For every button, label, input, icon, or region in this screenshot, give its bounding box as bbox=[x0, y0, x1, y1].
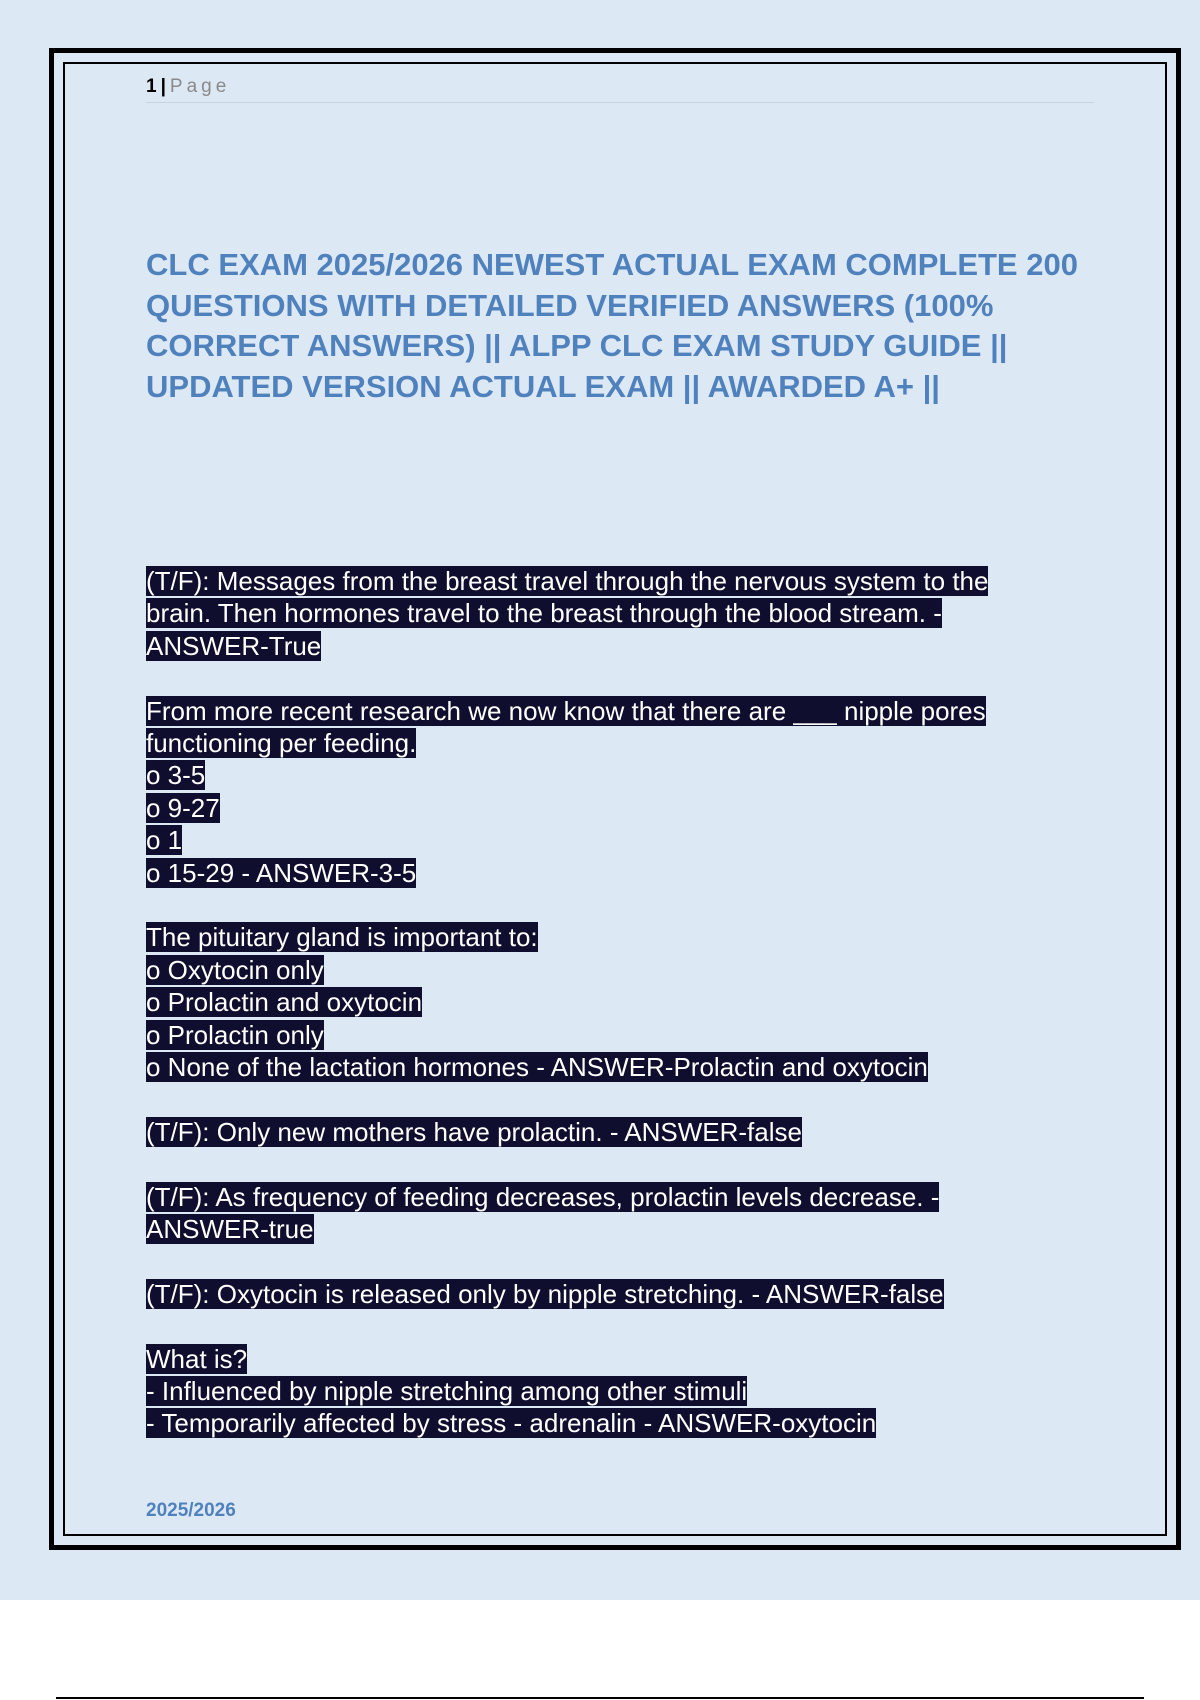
next-page-rule bbox=[56, 1697, 1144, 1699]
page-number-separator: | bbox=[160, 76, 166, 97]
qa-line: From more recent research we now know that there are ___ nipple pores bbox=[146, 695, 986, 726]
document-title: CLC EXAM 2025/2026 NEWEST ACTUAL EXAM COMPLETE 200 QUESTIONS WITH DETAILED VERIFIED ANSWERS (100% CORRECT ANSWERS) || ALPP CLC EXAM STUDY GUIDE || UPDATED VERSION ACTUAL EXAM || AWARDED A+ || bbox=[146, 247, 1078, 404]
qa-line: ANSWER-True bbox=[146, 630, 322, 661]
qa-line: What is? bbox=[146, 1343, 248, 1374]
qa-line: ANSWER-true bbox=[146, 1214, 314, 1245]
qa-item bbox=[146, 1116, 1086, 1148]
qa-line: (T/F): Oxytocin is released only by nipple stretching. - ANSWER-false bbox=[146, 1278, 944, 1309]
qa-item bbox=[146, 565, 1086, 662]
question-answer-list bbox=[146, 565, 1086, 1440]
qa-item bbox=[146, 1181, 1086, 1246]
qa-line: o Prolactin and oxytocin bbox=[146, 987, 423, 1018]
qa-item bbox=[146, 1278, 1086, 1310]
qa-line: o 3-5 bbox=[146, 760, 206, 791]
qa-line: - Influenced by nipple stretching among other stimuli bbox=[146, 1376, 748, 1407]
qa-line: - Temporarily affected by stress - adrenalin - ANSWER-oxytocin bbox=[146, 1408, 877, 1439]
qa-line: (T/F): As frequency of feeding decreases, prolactin levels decrease. - bbox=[146, 1181, 940, 1212]
qa-line: o 1 bbox=[146, 825, 183, 856]
page-number: 1 bbox=[146, 76, 157, 97]
qa-line: (T/F): Messages from the breast travel through the nervous system to the bbox=[146, 566, 989, 596]
qa-line: o 9-27 bbox=[146, 792, 220, 823]
page-header bbox=[146, 74, 1094, 103]
qa-item bbox=[146, 921, 1086, 1083]
qa-line: The pituitary gland is important to: bbox=[146, 922, 538, 953]
qa-line: o Oxytocin only bbox=[146, 954, 324, 985]
qa-line: (T/F): Only new mothers have prolactin. - ANSWER-false bbox=[146, 1116, 802, 1147]
qa-item bbox=[146, 1343, 1086, 1440]
qa-item bbox=[146, 695, 1086, 889]
qa-line: o None of the lactation hormones - ANSWER-Prolactin and oxytocin bbox=[146, 1052, 928, 1083]
page-label: Page bbox=[169, 76, 231, 97]
qa-line: o 15-29 - ANSWER-3-5 bbox=[146, 857, 417, 888]
qa-line: functioning per feeding. bbox=[146, 728, 417, 759]
qa-line: o Prolactin only bbox=[146, 1019, 324, 1050]
qa-line: brain. Then hormones travel to the breast through the blood stream. - bbox=[146, 598, 942, 629]
page-footer: 2025/2026 bbox=[146, 1500, 236, 1521]
